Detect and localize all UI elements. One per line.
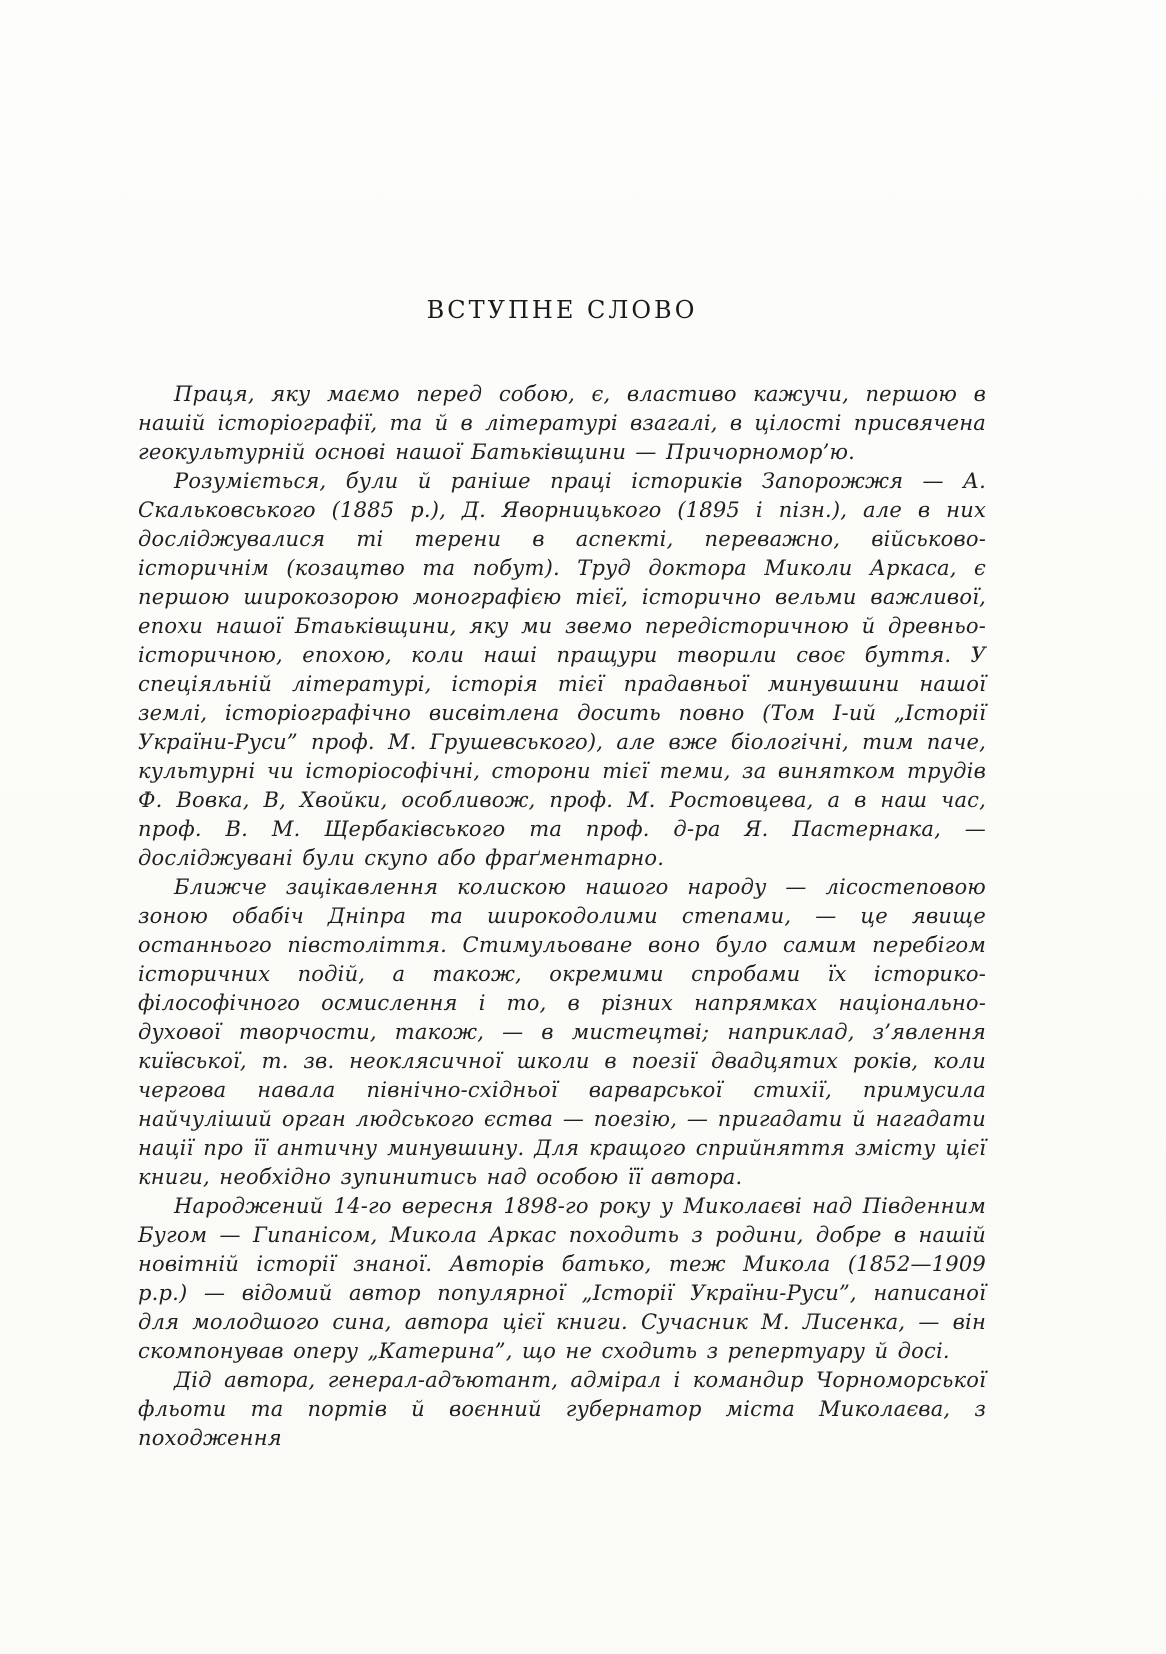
paragraph-4: Народжений 14-го вересня 1898-го року у Миколаєві над Південним Бугом — Гипанісом, Микола Аркас походить з родини, добре в нашій новітній історії знаної. Авторів батько, теж Микола (1852—1909 р.р.) — відомий автор популярної „Історії України-Руси”, написаної для молодшого сина, автора цієї книги. Сучасник М. Лисенка, — він скомпонував оперу „Катерина”, що не сходить з репертуару й досі.: [138, 1194, 986, 1363]
body-text: [138, 380, 986, 1453]
text-block: [138, 296, 986, 1453]
paragraph-2: Розуміється, були й раніше праці істориків Запорожжя — А. Скальковського (1885 р.), Д. Яворницького (1895 і пізн.), але в них досліджувалися ті терени в аспекті, переважно, військово-історичнім (козацтво та побут). Труд доктора Миколи Аркаса, є першою широкозорою монографією тієї, історично вельми важливої, епохи нашої Бтаьківщини, яку ми звемо передісторичною й древньо-історичною, епохою, коли наші пращури творили своє буття. У спеціяльній літературі, історія тієї прадавньої минувшини нашої землі, історіографічно висвітлена досить повно (Том I-ий „Історії України-Руси” проф. М. Грушевського), але вже біологічні, тим паче, культурні чи історіософічні, сторони тієї теми, за винятком трудів Ф. Вовка, В, Хвойки, особливож, проф. М. Ростовцева, а в наш час, проф. В. М. Щербаківського та проф. д-ра Я. Пастернака, — досліджувані були скупо або фраґментарно.: [138, 469, 986, 870]
page-title: ВСТУПНЕ СЛОВО: [426, 296, 698, 324]
paragraph-1: Праця, яку маємо перед собою, є, властиво кажучи, першою в нашій історіографії, та й в літературі взагалі, в цілості присвячена геокультурній основі нашої Батьківщини — Причорномор’ю.: [138, 382, 986, 464]
paragraph-3: Ближче зацікавлення колискою нашого народу — лісостеповою зоною обабіч Дніпра та широкодолими степами, — це явище останнього півстоліття. Стимульоване воно було самим перебігом історичних подій, а також, окремими спробами їх історико-філософічного осмислення і то, в різних напрямках національно-духової творчости, також, — в мистецтві; наприклад, з’явлення київської, т. зв. неоклясичної школи в поезії двадцятих років, коли чергова навала північно-східньої варварської стихії, примусила найчуліший орган людського єства — поезію, — пригадати й нагадати нації про її античну минувшину. Для кращого сприйняття змісту цієї книги, необхідно зупинитись над особою її автора.: [138, 875, 986, 1189]
paragraph-5: Дід автора, генерал-адъютант, адмірал і командир Чорноморської фльоти та портів й воєнний губернатор міста Миколаєва, з походження: [138, 1368, 986, 1450]
